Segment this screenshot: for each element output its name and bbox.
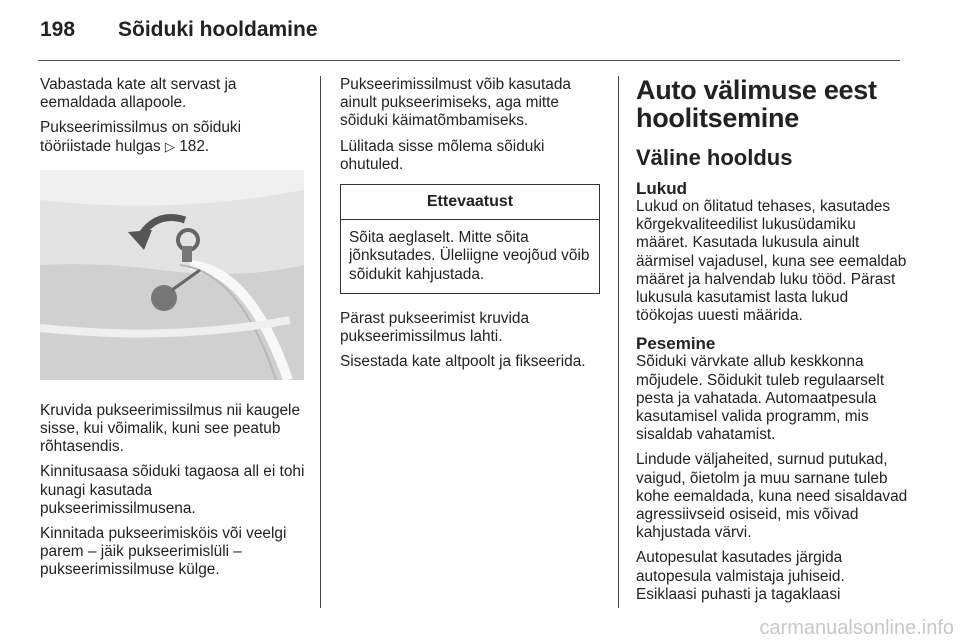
paragraph: Pukseerimissilmust võib kasutada ainult pukseerimiseks, aga mitte sõiduki käimatõmbamiseks. [340, 76, 571, 130]
paragraph: Lülitada sisse mõlema sõiduki ohutuled. [340, 137, 545, 173]
tow-eye-drawing [40, 170, 304, 380]
column-1 [40, 76, 310, 587]
section-heading: Auto välimuse eest hoolitsemine [636, 75, 877, 133]
locks-section [636, 180, 908, 325]
paragraph: Kinnitusaasa sõiduki tagaosa all ei tohi kunagi kasutada pukseerimissilmusena. [40, 463, 305, 517]
paragraph: Pärast pukseerimist kruvida pukseerimissilmus lahti. [340, 309, 530, 346]
page-title: Sõiduki hooldamine [118, 18, 318, 41]
paragraph [40, 119, 310, 155]
page-reference: 182. [179, 137, 210, 155]
column-2 [340, 76, 610, 378]
washing-section [636, 335, 908, 604]
paragraph: Kinnitada pukseerimisköis või veelgi parem – jäik pukseerimislüli – pukseerimissilmuse külge. [40, 525, 287, 579]
caution-text: Sõita aeglaselt. Mitte sõita jõnksutades. Üleliigne veojõud võib sõidukit kahjustada. [349, 229, 590, 283]
paragraph: Lindude väljaheited, surnud putukad, vaigud, õietolm ja muu sarnane tuleb kohe eemaldada, kuna need sisaldavad agressiivseid osiseid, mis võivad kahjustada värvi. [636, 451, 908, 542]
subsection-heading: Väline hooldus [636, 145, 793, 170]
paragraph: Sisestada kate altpoolt ja fikseerida. [340, 353, 586, 371]
paragraph: Kruvida pukseerimissilmus nii kaugele sisse, kui võimalik, kuni see peatub rõhtasendis. [40, 401, 301, 456]
caution-box [340, 184, 600, 294]
paragraph: Sõiduki värvkate allub keskkonna mõjudele. Sõidukit tuleb regulaarselt pesta ja vahatada. Automaatpesula kasutamisel valida programm, mis sisaldab vahatamist. [636, 353, 885, 444]
page-header [40, 18, 318, 48]
paragraph: Vabastada kate alt servast ja eemaldada allapoole. [40, 76, 237, 112]
column-3 [636, 76, 908, 614]
watermark: carmanualsonline.info [759, 617, 954, 639]
paragraph-text: Pukseerimissilmus on sõiduki tööriistade hulgas [40, 119, 242, 155]
column-divider [618, 76, 619, 608]
column-divider [320, 76, 321, 608]
arrow-ref-icon: ▷ [164, 138, 175, 154]
locks-heading: Lukud [636, 179, 687, 198]
page-number: 198 [40, 18, 76, 41]
tow-eye-illustration [40, 170, 304, 380]
header-rule [38, 60, 900, 61]
washing-heading: Pesemine [636, 334, 716, 354]
paragraph: Autopesulat kasutades järgida autopesula valmistaja juhiseid. Esiklaasi puhasti ja tagaklaasi [636, 549, 845, 603]
paragraph: Lukud on õlitatud tehases, kasutades kõrgekvaliteedilist lukusüdamiku määret. Kasutada lukusula ainult äärmisel vajadusel, kuna see eemaldab määret ja halvendab luku tööd. Pärast lukusula kasutamist lasta lukud töökojas uuesti määrida. [636, 198, 907, 325]
caution-title: Ettevaatust [341, 185, 599, 220]
